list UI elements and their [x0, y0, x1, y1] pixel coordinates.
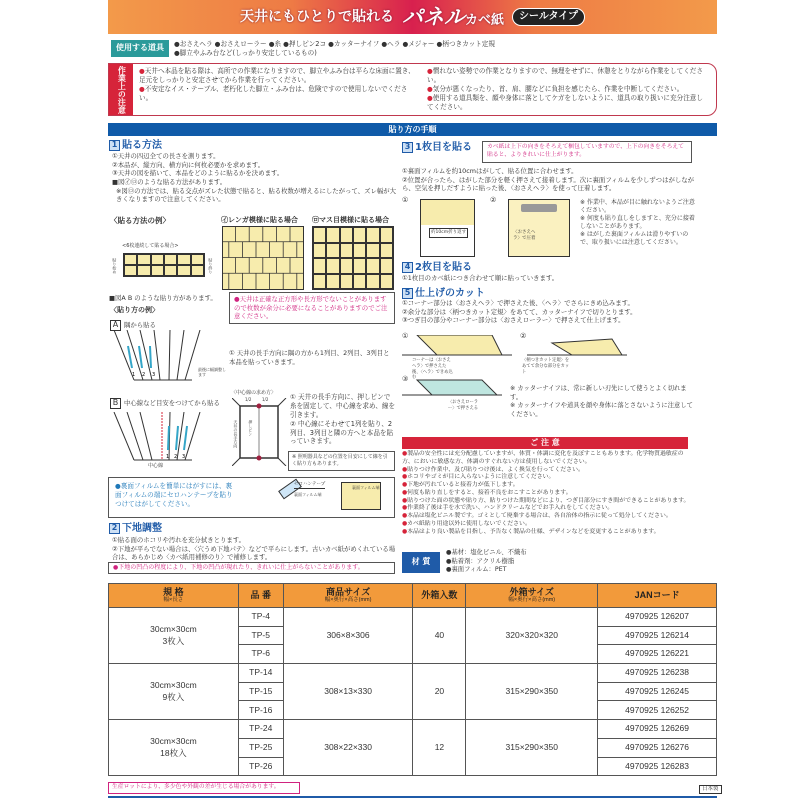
svg-text:2: 2: [174, 454, 178, 460]
item-code-cell: TP-6: [238, 645, 283, 664]
grid-pattern-diagram: [312, 226, 394, 290]
figure-number: ②: [490, 196, 497, 204]
section-2-steps: ①貼る面のホコリや汚れを充分拭きとります。 ②下地が平らでない場合は、〈穴うめ下地パテ〉などで平らにします。古いカベ紙がめくれている場合は、あらかじめ〈カベ紙用補修のり〉で補修します。: [112, 536, 396, 562]
adjust-label: 最後に幅調整します: [198, 367, 226, 378]
method-a-desc: ① 天井の長手方向に隅の方から1列目、2列目、3列目と本品を貼っていきます。: [229, 349, 390, 366]
long-direction-label: 天井の長手方向: [233, 420, 239, 448]
section-3-steps: ①裏面フィルムを約10cmはがして、貼る位置に合わせます。 ②位置が合ったら、はがした部分を軽く押さえて接着します。次に裏面フィルムを少しずつはがしながら、空気を押しだすように貼った後、〈おさえヘラ〉を使って圧着します。: [402, 167, 695, 193]
irregular-ceiling-note: ●天井は正確な正方形や長方形でないことがありますので枚数が余分に必要になることがありますのでご注意ください。: [229, 292, 395, 324]
tape-label: セロハンテープ: [294, 482, 325, 489]
jan-code-cell: 4970925 126245: [598, 682, 717, 701]
table-row: [109, 608, 717, 627]
caution-item: ●何度も貼り直しをすると、接着不良をおこすことがあります。: [402, 489, 572, 496]
figure-number: ③: [402, 375, 409, 383]
item-code-cell: TP-16: [238, 701, 283, 720]
spec-cell: 30cm×30cm 3枚入: [109, 608, 239, 664]
case-qty-cell: 12: [413, 720, 466, 776]
method-b-label: B 中心線など目安をつけてから貼る: [110, 398, 220, 409]
jan-code-cell: 4970925 126221: [598, 645, 717, 664]
banner-title: パネル: [402, 4, 466, 29]
caution-item: ●本品は塩化ビニル製です。ゴミとして廃棄する場合は、各自治体の指示に従って処分してください。: [402, 513, 672, 520]
end-label: 貼り終り: [208, 258, 214, 274]
film-edge-label: 裏面フィルム端: [294, 492, 322, 497]
half-label: 1/2: [262, 397, 269, 402]
column-header: 商品サイズ 幅×奥行×高さ(mm): [283, 584, 413, 608]
brick-label: ㋑レンガ模様に貼る場合: [221, 216, 298, 224]
caution-item: ●本品はより良い製品を目指し、予告なく製品の仕様、デザインなどを変更することがあります。: [402, 528, 660, 535]
caution-item: ●カベ紙貼り用途以外に使用しないでください。: [402, 521, 531, 528]
caution-item: ●気分が悪くなったり、首、肩、腰などに負担を感じたら、作業を中断してください。: [427, 84, 684, 93]
work-caution-label: 作業上の注意: [109, 64, 133, 115]
method-b-diagram: [112, 412, 207, 462]
section-2-title: 2 下地調整: [109, 522, 162, 536]
section-5-steps: ①コーナー部分は〈おさえヘラ〉で押さえた後、〈ヘラ〉でさらにきめ込みます。 ②余分な部分は〈柄つきカット定規〉をあてて、カッターナイフで切りとります。 ③つぎ目の部分やコーナー部分は〈おさえローラー〉で押さえて仕上げます。: [402, 299, 637, 325]
item-code-cell: TP-14: [238, 664, 283, 683]
svg-text:3: 3: [152, 372, 156, 378]
procedure-header: 貼り方の手順: [108, 123, 717, 136]
film-peel-illustration: 裏面フィルム端: [341, 482, 381, 510]
six-sheet-diagram: [123, 253, 205, 277]
case-size-cell: 315×290×350: [466, 720, 598, 776]
six-label: <6枚連続して貼る場合>: [122, 243, 179, 249]
cautions-list: [402, 451, 694, 537]
orientation-note: カベ紙は上下の向きをそろえて梱包していますので、上下の向きをそろえて貼ると、よりきれいに仕上がります。: [482, 141, 692, 163]
item-code-cell: TP-26: [238, 757, 283, 776]
title-banner: [108, 0, 717, 34]
method-a-diagram: [112, 330, 207, 382]
section-5-notes: ※ カッターナイフは、常に新しい刃先にして使うとよく切れます。 ※ カッターナイフや道具を顔や身体に落とさないように注意してください。: [510, 385, 693, 418]
tools-line: ●脚立やふみ台など(しっかり安定しているもの): [174, 48, 317, 57]
section-1-steps: ①天井の四辺全ての長さを測ります。 ②本品が、縦方向、横方向に何枚必要かを求めます。 ③天井の図を描いて、本品をどのように貼るかを決めます。 ■図㋑㋺のような貼る方法があります。 ※図㋺の方法では、貼る交点がズレた状態で貼ると、貼る枚数が増えるにしたがって、ズレ幅が大きくなりますので注意してください。: [112, 152, 397, 204]
spec-cell: 30cm×30cm 9枚入: [109, 664, 239, 720]
center-line-diagram: [232, 398, 287, 466]
grid-label: ㋺マス目模様に貼る場合: [312, 216, 389, 224]
item-code-cell: TP-5: [238, 626, 283, 645]
method-b-desc: ① 天井の長手方向に、押しピンで糸を固定して、中心線を求め、線を引きます。 ② 中心線にそわせて1列を貼り、2列目、3列目と隣の方へと本品を貼っていきます。: [290, 393, 396, 446]
jan-code-cell: 4970925 126276: [598, 738, 717, 757]
figure-number: ①: [402, 332, 409, 340]
svg-text:2: 2: [142, 372, 146, 378]
caution-item: ●慣れない姿勢での作業となりますので、無理をせずに、休憩をとりながら作業をしてください。: [427, 67, 703, 84]
material-list: ●基材：塩化ビニル、不織布 ●粘着剤：アクリル樹脂 ●裏面フィルム：PET: [446, 549, 527, 573]
tools-label: 使用する道具: [111, 40, 169, 57]
caution-item: ●作業終了後は手を水で洗い、ハンドクリームなどでお手入れをしてください。: [402, 505, 614, 512]
column-header: JANコード: [598, 584, 717, 608]
section-3-notes: ※ 作業中、本品が目に触れないようご注意ください。 ※ 何度も貼り直しをしますと、充分に接着しないことがあります。 ※ はがした裏面フィルムは滑りやすいので、取り扱いには注意してください。: [580, 199, 695, 247]
jan-code-cell: 4970925 126252: [598, 701, 717, 720]
caution-item: ●下地が汚れていると接着力が低下します。: [402, 482, 519, 489]
jan-code-cell: 4970925 126283: [598, 757, 717, 776]
section-4-step: ①1枚目のカベ紙につき合わせて順に貼っていきます。: [402, 274, 559, 282]
lot-variation-note: 生産ロットにより、多少色や外観の差が生じる場合があります。: [108, 782, 300, 794]
cautions-header: ご 注 意: [402, 437, 688, 449]
item-code-cell: TP-15: [238, 682, 283, 701]
banner-title-sub: カベ紙: [465, 12, 505, 28]
item-code-cell: TP-4: [238, 608, 283, 627]
substrate-note: ●下地の凹凸の程度により、下地の凹凸が現れたり、きれいに仕上がらないことがあります。: [108, 562, 395, 574]
banner-lead: 天井にもひとりで貼れる: [240, 8, 395, 25]
jan-code-cell: 4970925 126207: [598, 608, 717, 627]
figure-number: ②: [520, 332, 527, 340]
item-code-cell: TP-24: [238, 720, 283, 739]
roller-caption: 〈おさえローラー〉で押さえる: [448, 400, 479, 411]
product-size-cell: 306×8×306: [283, 608, 413, 664]
table-row: [109, 664, 717, 683]
start-label: 貼り始め: [112, 258, 118, 274]
section-3-title: 3 1枚目を貼る: [402, 141, 472, 155]
jan-code-cell: 4970925 126238: [598, 664, 717, 683]
seal-type-badge: シールタイプ: [512, 8, 585, 26]
svg-text:3: 3: [182, 454, 186, 460]
pin-label: 押しピン: [248, 420, 254, 436]
caution-item: ●使用する道具類を、顔や身体に落としてケガをしないように、道具の取り扱いに充分注意してください。: [427, 93, 703, 111]
ab-line: ■図A B のような貼り方があります。: [109, 294, 217, 302]
film-tip-box: [108, 477, 395, 518]
table-row: [109, 720, 717, 739]
product-spec-table: [108, 583, 717, 776]
jan-code-cell: 4970925 126269: [598, 720, 717, 739]
cut-caption: 〈柄つきカット定規〉をあてて余分な部分をカット: [522, 358, 570, 375]
column-header: 規 格 幅×長さ: [109, 584, 239, 608]
jan-code-cell: 4970925 126214: [598, 626, 717, 645]
section-5-title: 5 仕上げのカット: [402, 287, 485, 301]
section-1-title: 1 貼る方法: [109, 139, 162, 153]
caution-item: ●天井へ本品を貼る際は、高所での作業になりますので、脚立やふみ台は平らな床面に置き、足元をしっかりと安定させてから作業を行ってください。: [139, 67, 415, 84]
spec-cell: 30cm×30cm 18枚入: [109, 720, 239, 776]
case-qty-cell: 40: [413, 608, 466, 664]
tools-list: [174, 40, 714, 58]
case-size-cell: 315×290×350: [466, 664, 598, 720]
case-qty-cell: 20: [413, 664, 466, 720]
column-header: 外箱サイズ 幅×奥行×高さ(mm): [466, 584, 598, 608]
made-in-japan-label: 日本製: [699, 785, 722, 794]
svg-text:1: 1: [132, 372, 136, 378]
column-header: 外箱入数: [413, 584, 466, 608]
example-label: 〈貼る方法の例〉: [110, 216, 170, 225]
svg-text:1: 1: [166, 454, 170, 460]
bottom-rule: [108, 796, 717, 798]
caution-item: ●貼りつけた面の状態や貼り方、貼りつけた期間などにより、つぎ目部分にすき間ができることがあります。: [402, 497, 690, 504]
caution-item: ●ホコリやゴミが目に入らないように注意してください。: [402, 474, 555, 481]
method-a-label: A 隅から貼る: [110, 320, 156, 331]
brick-pattern-diagram: [222, 226, 304, 290]
work-caution-box: [108, 63, 717, 116]
material-label: 材 質: [402, 552, 440, 573]
product-size-cell: 308×13×330: [283, 664, 413, 720]
press-illustration: 〈おさえヘラ〉で圧着: [508, 199, 570, 257]
film-tip-text: ●裏面フィルムを簡単にはがすには、裏面フィルムの端にセロハンテープを貼りつけてはがしてください。: [115, 482, 233, 508]
section-4-title: 4 2枚目を貼る: [402, 261, 472, 275]
column-header: 品 番: [238, 584, 283, 608]
caution-item: ●不安定なイス・テーブル、老朽化した脚立・ふみ台は、危険ですので使用しないでください。: [139, 84, 408, 102]
case-size-cell: 320×320×320: [466, 608, 598, 664]
center-line-label: 中心線: [148, 463, 164, 469]
example2-label: 〈貼り方の例〉: [110, 306, 159, 314]
item-code-cell: TP-25: [238, 738, 283, 757]
method-b-note: ※ 照明器具などの位置を目安にして線を引く貼り方もあります。: [288, 451, 395, 471]
tools-line: ●おさえヘラ ●おさえローラー ●糸 ●押しピン2コ ●カッターナイフ ●ヘラ ●メジャー ●柄つきカット定規: [174, 40, 495, 48]
fold-back-illustration: 約10cm折り返す: [420, 199, 475, 257]
center-line-method-title: 〈中心線の求め方〉: [231, 390, 277, 396]
half-label: 1/2: [245, 397, 252, 402]
figure-number: ①: [402, 196, 409, 204]
product-size-cell: 308×22×330: [283, 720, 413, 776]
caution-item: ●貼りつけ作業中、及び貼りつけ後は、よく換気を行ってください。: [402, 466, 584, 473]
corner-caption: コーナーは〈おさえヘラ〉で押さえた後、〈ヘラ〉できめ込む: [412, 358, 453, 381]
caution-item: ●製品の安全性には充分配慮していますが、体質・体調に変化を及ぼすこともあります。化学物質過敏症の方、においに敏感な方、体調のすぐれない方は使用しないでください。: [402, 451, 684, 465]
